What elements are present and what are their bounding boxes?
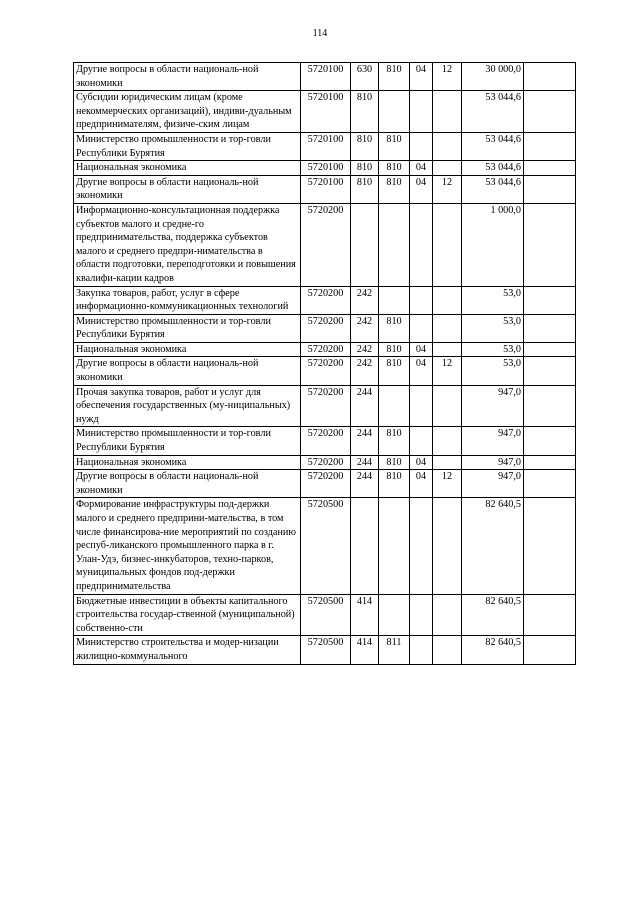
subsection-code [433, 385, 462, 427]
empty-cell [524, 385, 576, 427]
expense-type-code [351, 498, 379, 594]
target-item-code: 5720200 [301, 314, 351, 342]
line-item-name: Национальная экономика [74, 455, 301, 470]
line-item-name: Министерство промышленности и тор-говли Республики Бурятия [74, 427, 301, 455]
amount-value: 53 044,6 [462, 132, 524, 160]
amount-value: 82 640,5 [462, 594, 524, 636]
target-item-code: 5720200 [301, 342, 351, 357]
empty-cell [524, 91, 576, 133]
expense-type-code: 244 [351, 470, 379, 498]
empty-cell [524, 342, 576, 357]
target-item-code: 5720500 [301, 636, 351, 664]
ministry-code [379, 385, 410, 427]
table-row [74, 161, 576, 176]
ministry-code: 810 [379, 132, 410, 160]
line-item-name: Национальная экономика [74, 161, 301, 176]
section-code: 04 [410, 470, 433, 498]
ministry-code [379, 594, 410, 636]
subsection-code [433, 636, 462, 664]
table-row [74, 498, 576, 594]
subsection-code [433, 286, 462, 314]
subsection-code [433, 427, 462, 455]
line-item-name: Формирование инфраструктуры под-держки малого и среднего предприни-мательства, в том числе финансирова-ние мероприятий по созданию респуб-ликанского промышленного парка в г. Улан-Удэ, бизнес-инкубаторов, техно-парков, муниципальных фондов под-держки предпринимательства [74, 498, 301, 594]
section-code [410, 594, 433, 636]
amount-value: 53,0 [462, 314, 524, 342]
target-item-code: 5720200 [301, 286, 351, 314]
line-item-name: Национальная экономика [74, 342, 301, 357]
page-number: 114 [312, 28, 328, 39]
empty-cell [524, 498, 576, 594]
table-row [74, 594, 576, 636]
amount-value: 947,0 [462, 470, 524, 498]
subsection-code: 12 [433, 470, 462, 498]
amount-value: 947,0 [462, 455, 524, 470]
ministry-code: 810 [379, 175, 410, 203]
ministry-code: 810 [379, 314, 410, 342]
empty-cell [524, 455, 576, 470]
empty-cell [524, 132, 576, 160]
empty-cell [524, 357, 576, 385]
expense-type-code: 810 [351, 132, 379, 160]
empty-cell [524, 63, 576, 91]
subsection-code: 12 [433, 357, 462, 385]
section-code [410, 427, 433, 455]
table-row [74, 455, 576, 470]
subsection-code [433, 203, 462, 286]
table-row [74, 286, 576, 314]
expense-type-code [351, 203, 379, 286]
table-row [74, 63, 576, 91]
section-code [410, 286, 433, 314]
line-item-name: Другие вопросы в области националь-ной экономики [74, 357, 301, 385]
empty-cell [524, 286, 576, 314]
amount-value: 53,0 [462, 342, 524, 357]
ministry-code: 810 [379, 470, 410, 498]
subsection-code [433, 455, 462, 470]
expense-type-code: 810 [351, 91, 379, 133]
amount-value: 947,0 [462, 427, 524, 455]
budget-table [73, 62, 576, 665]
subsection-code [433, 498, 462, 594]
empty-cell [524, 470, 576, 498]
section-code: 04 [410, 357, 433, 385]
expense-type-code: 244 [351, 427, 379, 455]
empty-cell [524, 161, 576, 176]
ministry-code [379, 498, 410, 594]
line-item-name: Министерство промышленности и тор-говли Республики Бурятия [74, 314, 301, 342]
empty-cell [524, 175, 576, 203]
expense-type-code: 414 [351, 594, 379, 636]
amount-value: 53 044,6 [462, 161, 524, 176]
subsection-code: 12 [433, 175, 462, 203]
expense-type-code: 242 [351, 314, 379, 342]
subsection-code [433, 594, 462, 636]
target-item-code: 5720200 [301, 385, 351, 427]
line-item-name: Бюджетные инвестиции в объекты капитального строительства государ-ственной (муниципальной) собственно-сти [74, 594, 301, 636]
target-item-code: 5720200 [301, 203, 351, 286]
expense-type-code: 630 [351, 63, 379, 91]
table-row [74, 427, 576, 455]
section-code: 04 [410, 342, 433, 357]
table-row [74, 314, 576, 342]
amount-value: 53 044,6 [462, 175, 524, 203]
amount-value: 1 000,0 [462, 203, 524, 286]
line-item-name: Другие вопросы в области националь-ной экономики [74, 175, 301, 203]
line-item-name: Другие вопросы в области националь-ной экономики [74, 470, 301, 498]
section-code: 04 [410, 161, 433, 176]
target-item-code: 5720200 [301, 470, 351, 498]
expense-type-code: 242 [351, 357, 379, 385]
subsection-code [433, 342, 462, 357]
section-code [410, 636, 433, 664]
table-row [74, 385, 576, 427]
table-body [74, 63, 576, 665]
table-row [74, 470, 576, 498]
subsection-code [433, 91, 462, 133]
table-row [74, 203, 576, 286]
empty-cell [524, 314, 576, 342]
target-item-code: 5720100 [301, 91, 351, 133]
line-item-name: Другие вопросы в области националь-ной экономики [74, 63, 301, 91]
section-code [410, 132, 433, 160]
empty-cell [524, 203, 576, 286]
expense-type-code: 242 [351, 342, 379, 357]
ministry-code [379, 203, 410, 286]
target-item-code: 5720100 [301, 175, 351, 203]
subsection-code [433, 314, 462, 342]
section-code [410, 385, 433, 427]
expense-type-code: 810 [351, 175, 379, 203]
section-code [410, 203, 433, 286]
ministry-code: 810 [379, 63, 410, 91]
line-item-name: Закупка товаров, работ, услуг в сфере информационно-коммуникационных технологий [74, 286, 301, 314]
ministry-code: 810 [379, 455, 410, 470]
line-item-name: Министерство строительства и модер-низации жилищно-коммунального [74, 636, 301, 664]
expense-type-code: 244 [351, 385, 379, 427]
target-item-code: 5720200 [301, 455, 351, 470]
expense-type-code: 810 [351, 161, 379, 176]
amount-value: 82 640,5 [462, 498, 524, 594]
section-code [410, 91, 433, 133]
line-item-name: Министерство промышленности и тор-говли Республики Бурятия [74, 132, 301, 160]
line-item-name: Прочая закупка товаров, работ и услуг для обеспечения государственных (му-ниципальных) нужд [74, 385, 301, 427]
table-row [74, 636, 576, 664]
subsection-code: 12 [433, 63, 462, 91]
line-item-name: Субсидии юридическим лицам (кроме некоммерческих организаций), индиви-дуальным предпринимателям, физиче-ским лицам [74, 91, 301, 133]
subsection-code [433, 132, 462, 160]
ministry-code: 811 [379, 636, 410, 664]
table-row [74, 342, 576, 357]
section-code [410, 314, 433, 342]
ministry-code: 810 [379, 357, 410, 385]
amount-value: 53,0 [462, 357, 524, 385]
target-item-code: 5720100 [301, 132, 351, 160]
ministry-code: 810 [379, 161, 410, 176]
ministry-code [379, 91, 410, 133]
amount-value: 82 640,5 [462, 636, 524, 664]
ministry-code: 810 [379, 427, 410, 455]
table-row [74, 91, 576, 133]
target-item-code: 5720200 [301, 357, 351, 385]
ministry-code: 810 [379, 342, 410, 357]
table-row [74, 175, 576, 203]
line-item-name: Информационно-консультационная поддержка субъектов малого и средне-го предпринимательства, поддержка субъектов малого и среднего предпри-нимательства в области подготовки, переподготовки и повышения квалифи-кации кадров [74, 203, 301, 286]
section-code: 04 [410, 63, 433, 91]
section-code: 04 [410, 455, 433, 470]
target-item-code: 5720100 [301, 63, 351, 91]
section-code [410, 498, 433, 594]
empty-cell [524, 636, 576, 664]
amount-value: 53 044,6 [462, 91, 524, 133]
table-row [74, 357, 576, 385]
expense-type-code: 242 [351, 286, 379, 314]
amount-value: 53,0 [462, 286, 524, 314]
amount-value: 947,0 [462, 385, 524, 427]
target-item-code: 5720100 [301, 161, 351, 176]
section-code: 04 [410, 175, 433, 203]
table-row [74, 132, 576, 160]
expense-type-code: 414 [351, 636, 379, 664]
empty-cell [524, 427, 576, 455]
empty-cell [524, 594, 576, 636]
amount-value: 30 000,0 [462, 63, 524, 91]
expense-type-code: 244 [351, 455, 379, 470]
subsection-code [433, 161, 462, 176]
ministry-code [379, 286, 410, 314]
target-item-code: 5720500 [301, 498, 351, 594]
target-item-code: 5720200 [301, 427, 351, 455]
target-item-code: 5720500 [301, 594, 351, 636]
